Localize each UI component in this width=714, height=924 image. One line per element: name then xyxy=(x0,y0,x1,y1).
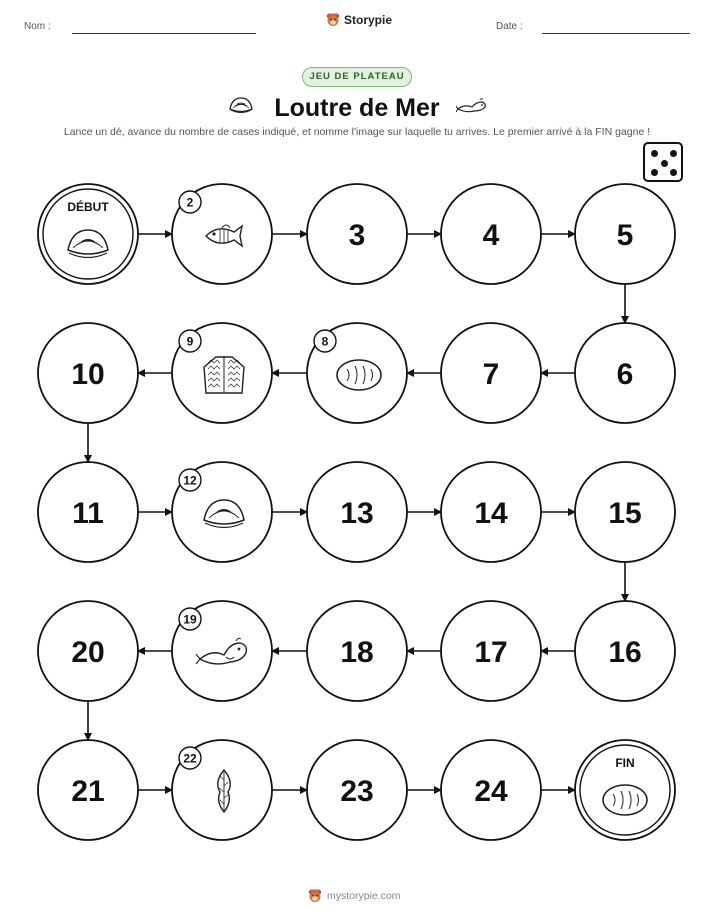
page-title: Loutre de Mer xyxy=(274,94,440,122)
board-cell[interactable] xyxy=(575,323,675,423)
board-cell[interactable] xyxy=(575,462,675,562)
board-cell[interactable] xyxy=(38,601,138,701)
board-cell[interactable] xyxy=(38,462,138,562)
cell-number: 20 xyxy=(71,636,105,669)
cell-number: 13 xyxy=(340,497,374,530)
bread-icon xyxy=(603,785,647,815)
cell-number: 7 xyxy=(482,358,500,391)
bear-icon xyxy=(308,889,322,903)
cell-number: 10 xyxy=(71,358,105,391)
cell-number: 2 xyxy=(186,195,194,210)
board-cell[interactable] xyxy=(575,601,675,701)
cell-number: 6 xyxy=(616,358,634,391)
board-cell[interactable] xyxy=(38,740,138,840)
board-cell[interactable] xyxy=(441,323,541,423)
cell-number: 4 xyxy=(482,219,500,252)
board-cell[interactable] xyxy=(307,740,407,840)
cell-number: 16 xyxy=(608,636,642,669)
board-cell[interactable] xyxy=(441,462,541,562)
brand-name: Storypie xyxy=(344,13,393,27)
board-cell[interactable] xyxy=(441,184,541,284)
kelp-icon xyxy=(218,770,231,812)
cell-number: 14 xyxy=(474,497,508,530)
cell-number: 18 xyxy=(340,636,374,669)
board-cell[interactable] xyxy=(38,323,138,423)
cell-number: 21 xyxy=(71,775,105,808)
cell-number: 8 xyxy=(321,334,329,349)
board-cell[interactable] xyxy=(172,601,272,701)
board-cell[interactable] xyxy=(441,601,541,701)
start-label: DÉBUT xyxy=(67,200,109,214)
cell-number: 3 xyxy=(348,219,366,252)
board-cell[interactable] xyxy=(575,184,675,284)
name-label: Nom : xyxy=(24,21,51,32)
cell-number: 22 xyxy=(183,751,197,766)
board-cell[interactable] xyxy=(307,462,407,562)
board-cell[interactable] xyxy=(172,462,272,562)
cell-number: 17 xyxy=(474,636,508,669)
cell-number: 12 xyxy=(183,473,197,488)
cell-number: 24 xyxy=(474,775,508,808)
cell-number: 23 xyxy=(340,775,374,808)
instructions: Lance un dé, avance du nombre de cases indiqué, et nomme l'image sur laquelle tu arrives. Le premier arrivé à la FIN gagne ! xyxy=(63,126,651,138)
bread-icon xyxy=(337,360,381,390)
start-cell[interactable] xyxy=(38,184,138,284)
cell-number: 11 xyxy=(72,497,104,530)
board-cell[interactable] xyxy=(307,184,407,284)
date-label: Date : xyxy=(496,21,523,32)
cell-number: 9 xyxy=(186,334,194,349)
footer xyxy=(308,889,401,903)
footer-url[interactable]: mystorypie.com xyxy=(327,890,401,902)
cell-number: 15 xyxy=(608,497,642,530)
end-cell[interactable] xyxy=(575,740,675,840)
end-label: FIN xyxy=(615,756,635,770)
board-cell[interactable] xyxy=(172,740,272,840)
cell-number: 5 xyxy=(616,219,634,252)
board-cell[interactable] xyxy=(172,184,272,284)
board-cell[interactable] xyxy=(307,601,407,701)
fur-coat-icon xyxy=(204,357,244,393)
game-type-badge: JEU DE PLATEAU xyxy=(302,67,412,87)
board-cell[interactable] xyxy=(307,323,407,423)
board-cell[interactable] xyxy=(441,740,541,840)
cell-number: 19 xyxy=(183,612,197,627)
board-cell[interactable] xyxy=(172,323,272,423)
